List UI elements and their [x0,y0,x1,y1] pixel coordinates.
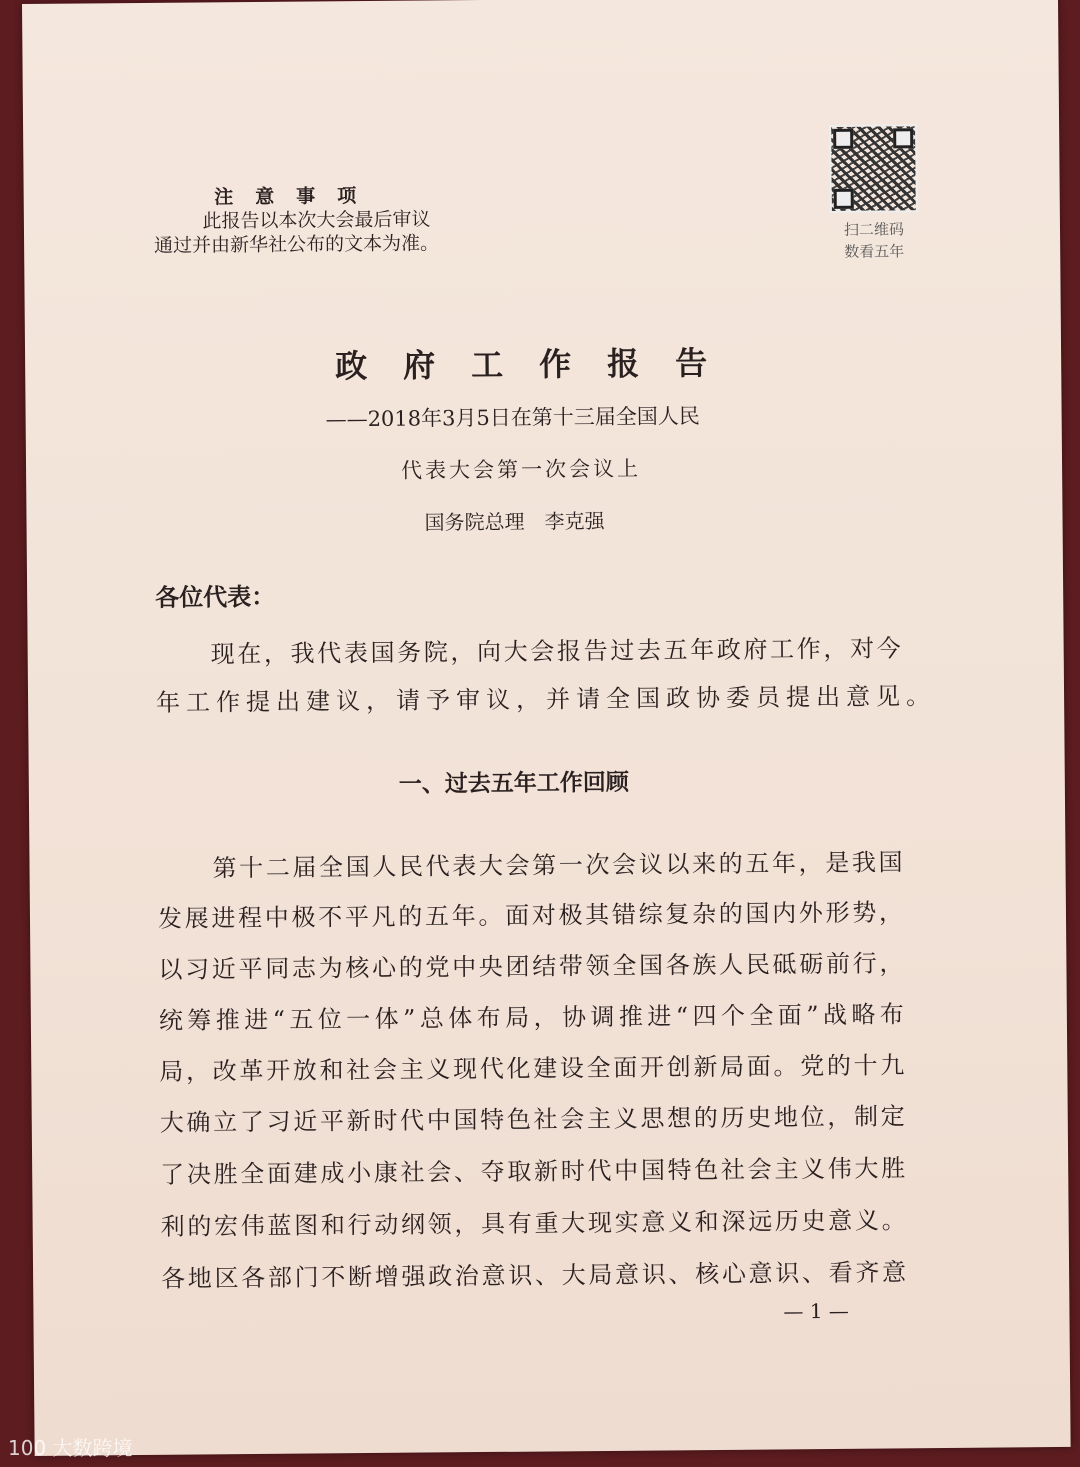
paragraph-line: 各地区各部门不断增强政治意识、大局意识、核心意识、看齐意 [161,1258,907,1293]
subtitle-line: 代表大会第一次会议上 [400,456,642,483]
section-heading: 一、过去五年工作回顾 [398,769,629,798]
paragraph-line: 统筹推进“五位一体”总体布局，协调推进“四个全面”战略布 [158,1000,904,1035]
document-page [22,0,1071,1456]
paragraph-line: 局，改革开放和社会主义现代化建设全面开创新局面。党的十九 [159,1051,905,1086]
paragraph-line: 第十二届全国人民代表大会第一次会议以来的五年，是我国 [212,848,903,883]
paragraph-line: 年工作提出建议，请予审议，并请全国政协委员提出意见。 [155,682,937,717]
qr-caption-line: 数看五年 [844,242,905,261]
paragraph-line: 利的宏伟蓝图和行动纲领，具有重大现实意义和深远历史意义。 [160,1206,906,1241]
qr-code[interactable] [829,124,918,213]
paragraph-line: 大确立了习近平新时代中国特色社会主义思想的历史地位，制定 [159,1102,905,1137]
watermark-logo-icon: 100 [8,1436,53,1460]
notice-line: 通过并由新华社公布的文本为准。 [154,232,440,257]
qr-caption-line: 扫二维码 [843,220,905,239]
author: 国务院总理 李克强 [424,508,605,535]
notice-block [154,183,440,257]
subtitle-line: ——2018年3月5日在第十三届全国人民 [325,404,700,432]
greeting: 各位代表： [155,582,276,612]
qr-caption [824,218,924,263]
paragraph-line: 现在，我代表国务院，向大会报告过去五年政府工作，对今 [210,634,901,669]
paragraph-line: 发展进程中极不平凡的五年。面对极其错综复杂的国内外形势， [157,898,904,933]
notice-heading: 注意事项 [214,184,379,209]
document-title: 政府工作报告 [335,343,744,386]
paragraph-line: 了决胜全面建成小康社会、夺取新时代中国特色社会主义伟大胜 [160,1154,906,1189]
page-number: — 1 — [783,1298,849,1324]
paragraph-line: 以习近平同志为核心的党中央团结带领全国各族人民砥砺前行， [158,949,904,984]
watermark-text: 大数跨境 [52,1436,133,1460]
notice-line: 此报告以本次大会最后审议 [202,208,431,233]
watermark [8,1432,133,1461]
